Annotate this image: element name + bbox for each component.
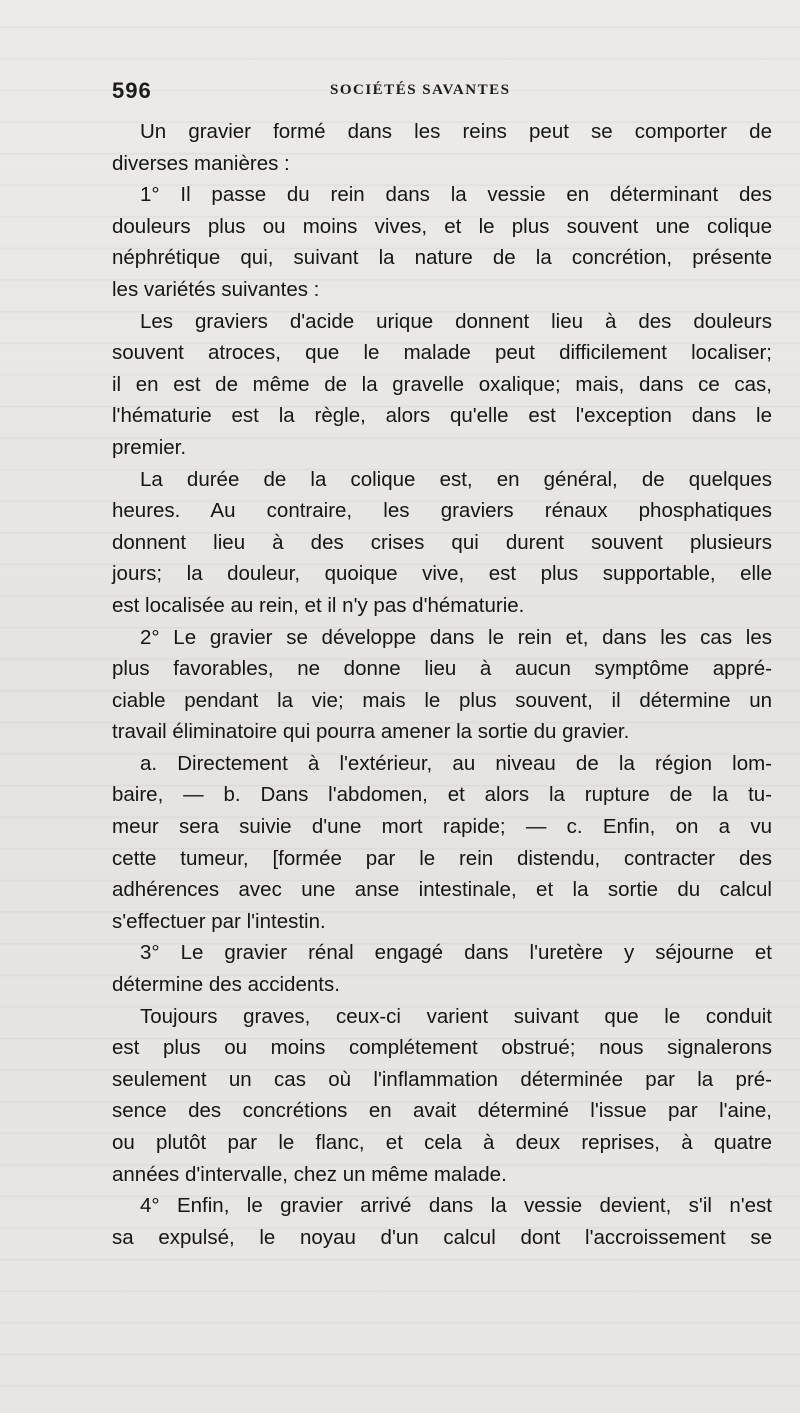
text-line: sence des concrétions en avait déterminé l'issue par l'aine,	[112, 1099, 772, 1123]
text-line: sa expulsé, le noyau d'un calcul dont l'accroissement se	[112, 1225, 772, 1249]
text-line: néphrétique qui, suivant la nature de la concrétion, présente	[112, 246, 772, 270]
text-line: est localisée au rein, et il n'y pas d'hématurie.	[112, 593, 525, 617]
text-line: donnent lieu à des crises qui durent souvent plusieurs	[112, 530, 772, 554]
text-line: meur sera suivie d'une mort rapide; — c. Enfin, on a vu	[112, 815, 772, 839]
text-line: il en est de même de la gravelle oxalique; mais, dans ce cas,	[112, 372, 772, 396]
text-line: 1° Il passe du rein dans la vessie en déterminant des	[140, 183, 772, 207]
body-text	[112, 116, 772, 1253]
text-line: baire, — b. Dans l'abdomen, et alors la rupture de la tu-	[112, 783, 772, 807]
text-line: plus favorables, ne donne lieu à aucun symptôme appré-	[112, 657, 772, 681]
text-line: ciable pendant la vie; mais le plus souvent, il détermine un	[112, 688, 772, 712]
text-line: adhérences avec une anse intestinale, et la sortie du calcul	[112, 878, 772, 902]
text-line: seulement un cas où l'inflammation déterminée par la pré-	[112, 1067, 772, 1091]
page-number: 596	[112, 78, 152, 103]
text-line: travail éliminatoire qui pourra amener la sortie du gravier.	[112, 720, 630, 744]
text-line: 4° Enfin, le gravier arrivé dans la vessie devient, s'il n'est	[140, 1194, 772, 1218]
text-line: heures. Au contraire, les graviers rénaux phosphatiques	[112, 499, 772, 523]
text-line: détermine des accidents.	[112, 973, 340, 997]
page-header	[112, 78, 772, 108]
text-line: La durée de la colique est, en général, de quelques	[140, 467, 772, 491]
text-line: Un gravier formé dans les reins peut se comporter de	[140, 120, 772, 143]
text-line: jours; la douleur, quoique vive, est plus supportable, elle	[112, 562, 772, 586]
text-line: années d'intervalle, chez un même malade.	[112, 1162, 507, 1186]
text-line: diverses manières :	[112, 151, 290, 175]
text-line: a. Directement à l'extérieur, au niveau de la région lom-	[140, 751, 772, 775]
text-line: premier.	[112, 435, 187, 459]
text-line: 2° Le gravier se développe dans le rein et, dans les cas les	[140, 625, 772, 649]
text-line: 3° Le gravier rénal engagé dans l'uretère y séjourne et	[140, 941, 772, 965]
text-line: ou plutôt par le flanc, et cela à deux reprises, à quatre	[112, 1131, 772, 1154]
text-line: douleurs plus ou moins vives, et le plus souvent une colique	[112, 214, 772, 238]
running-head: SOCIÉTÉS SAVANTES	[330, 82, 511, 98]
text-line: Les graviers d'acide urique donnent lieu à des douleurs	[140, 309, 772, 333]
text-line: cette tumeur, [formée par le rein distendu, contracter des	[112, 846, 772, 870]
text-line: s'effectuer par l'intestin.	[112, 909, 326, 933]
text-line: est plus ou moins complétement obstrué; nous signalerons	[112, 1036, 772, 1060]
text-line: les variétés suivantes :	[112, 277, 320, 301]
text-line: souvent atroces, que le malade peut difficilement localiser;	[112, 341, 772, 365]
text-line: l'hématurie est la règle, alors qu'elle est l'exception dans le	[112, 404, 772, 428]
text-line: Toujours graves, ceux-ci varient suivant que le conduit	[140, 1004, 772, 1028]
